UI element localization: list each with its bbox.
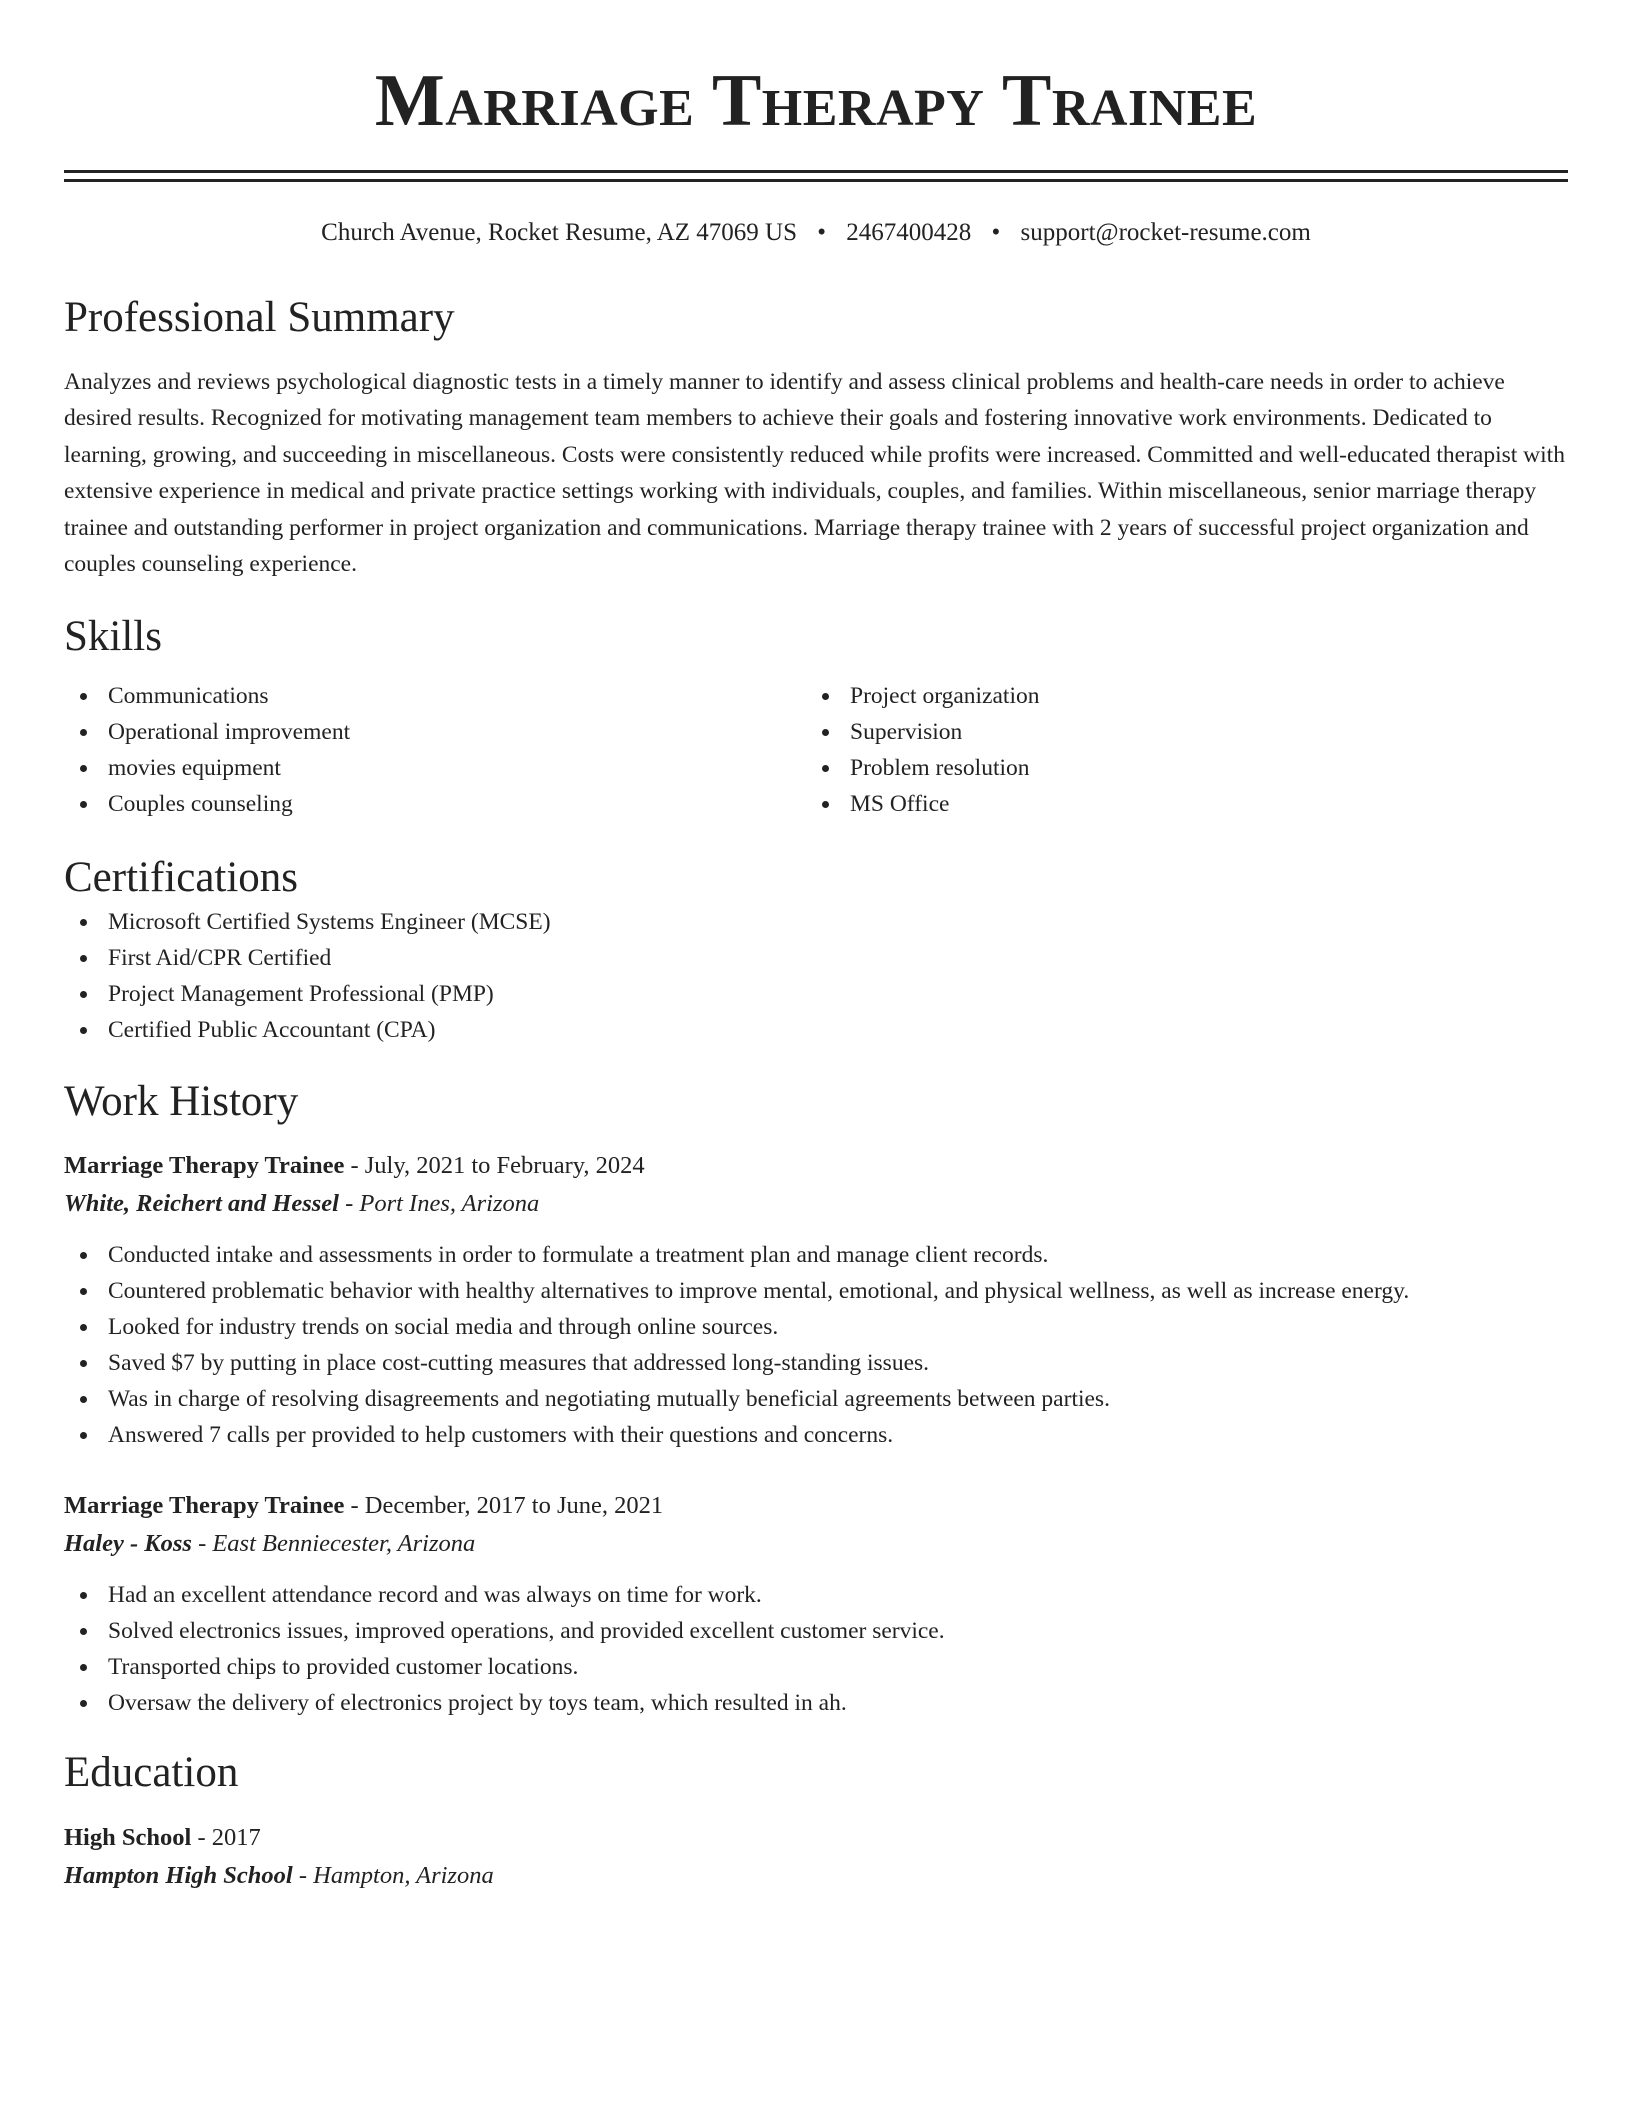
job-bullets — [64, 1577, 1568, 1721]
certification-item: Microsoft Certified Systems Engineer (MCSE) — [64, 904, 1568, 940]
job-bullet: Saved $7 by putting in place cost-cutting measures that addressed long-standing issues. — [64, 1345, 1568, 1381]
summary-text: Analyzes and reviews psychological diagnostic tests in a timely manner to identify and assess clinical problems and health-care needs in order to achieve desired results. Recognized for motivating management team members to achieve their goals and fostering innovative work environments. Dedicated to learning, growing, and succeeding in miscellaneous. Costs were consistently reduced while profits were increased. Committed and well-educated therapist with extensive experience in medical and private practice settings working with individuals, couples, and families. Within miscellaneous, senior marriage therapy trainee and outstanding performer in project organization and communications. Marriage therapy trainee with 2 years of successful project organization and couples counseling experience. — [64, 368, 1565, 578]
job-bullet: Had an excellent attendance record and was always on time for work. — [64, 1577, 1568, 1613]
education-year: - 2017 — [191, 1823, 261, 1851]
skill-item: Project organization — [806, 678, 1548, 714]
skill-item: MS Office — [806, 786, 1548, 822]
education-location: - Hampton, Arizona — [292, 1861, 494, 1889]
job-bullet: Solved electronics issues, improved operations, and provided excellent customer service. — [64, 1613, 1568, 1649]
education-entry — [64, 1819, 1568, 1895]
job-bullet: Answered 7 calls per provided to help customers with their questions and concerns. — [64, 1417, 1568, 1453]
contact-separator: • — [817, 219, 827, 246]
skill-item: Couples counseling — [64, 786, 806, 822]
section-title-education: Education — [64, 1749, 239, 1797]
job-bullets — [64, 1237, 1568, 1453]
education-school: Hampton High School — [64, 1861, 293, 1889]
contact-separator: • — [991, 219, 1001, 246]
job-title: Marriage Therapy Trainee — [64, 1152, 345, 1180]
contact-address: Church Avenue, Rocket Resume, AZ 47069 US — [321, 219, 798, 246]
job-bullet: Was in charge of resolving disagreements and negotiating mutually beneficial agreements between parties. — [64, 1381, 1568, 1417]
skill-item: Operational improvement — [64, 714, 806, 750]
job-dates: - July, 2021 to February, 2024 — [344, 1152, 645, 1180]
job-company-line — [64, 1525, 1568, 1563]
job-bullet: Countered problematic behavior with healthy alternatives to improve mental, emotional, and physical wellness, as well as increase energy. — [64, 1273, 1568, 1309]
skill-item: Problem resolution — [806, 750, 1548, 786]
header-rule-bottom — [64, 179, 1568, 182]
section-title-skills: Skills — [64, 612, 162, 660]
skills-grid — [64, 678, 1568, 822]
section-title-work-history: Work History — [64, 1077, 299, 1125]
job-title-line — [64, 1487, 1568, 1525]
education-school-line — [64, 1857, 1568, 1895]
job-title: Marriage Therapy Trainee — [64, 1492, 345, 1520]
job-entry — [64, 1147, 1568, 1453]
job-title-line — [64, 1147, 1568, 1185]
section-title-summary: Professional Summary — [64, 294, 455, 341]
certifications-list — [64, 904, 1568, 1048]
job-entry — [64, 1487, 1568, 1721]
section-title-certifications: Certifications — [64, 854, 299, 902]
job-bullet: Oversaw the delivery of electronics project by toys team, which resulted in ah. — [64, 1685, 1568, 1721]
job-company: White, Reichert and Hessel — [64, 1190, 339, 1218]
job-company-line — [64, 1185, 1568, 1223]
job-location: - Port Ines, Arizona — [338, 1190, 540, 1218]
skill-item: movies equipment — [64, 750, 806, 786]
certification-item: First Aid/CPR Certified — [64, 940, 1568, 976]
certification-item: Certified Public Accountant (CPA) — [64, 1012, 1568, 1048]
resume-name: Marriage Therapy Trainee — [374, 60, 1258, 142]
certification-item: Project Management Professional (PMP) — [64, 976, 1568, 1012]
education-degree: High School — [64, 1823, 192, 1851]
job-bullet: Transported chips to provided customer locations. — [64, 1649, 1568, 1685]
contact-phone: 2467400428 — [846, 219, 972, 246]
contact-email: support@rocket-resume.com — [1020, 219, 1311, 246]
skill-item: Communications — [64, 678, 806, 714]
contact-line — [64, 218, 1568, 248]
skills-list-left — [64, 678, 806, 822]
skill-item: Supervision — [806, 714, 1548, 750]
job-company: Haley - Koss — [64, 1530, 192, 1558]
job-dates: - December, 2017 to June, 2021 — [344, 1492, 664, 1520]
job-bullet: Looked for industry trends on social media and through online sources. — [64, 1309, 1568, 1345]
job-location: - East Benniecester, Arizona — [191, 1530, 476, 1558]
education-degree-line — [64, 1819, 1568, 1857]
job-bullet: Conducted intake and assessments in order to formulate a treatment plan and manage client records. — [64, 1237, 1568, 1273]
header-rule-top — [64, 170, 1568, 173]
skills-list-right — [806, 678, 1548, 822]
